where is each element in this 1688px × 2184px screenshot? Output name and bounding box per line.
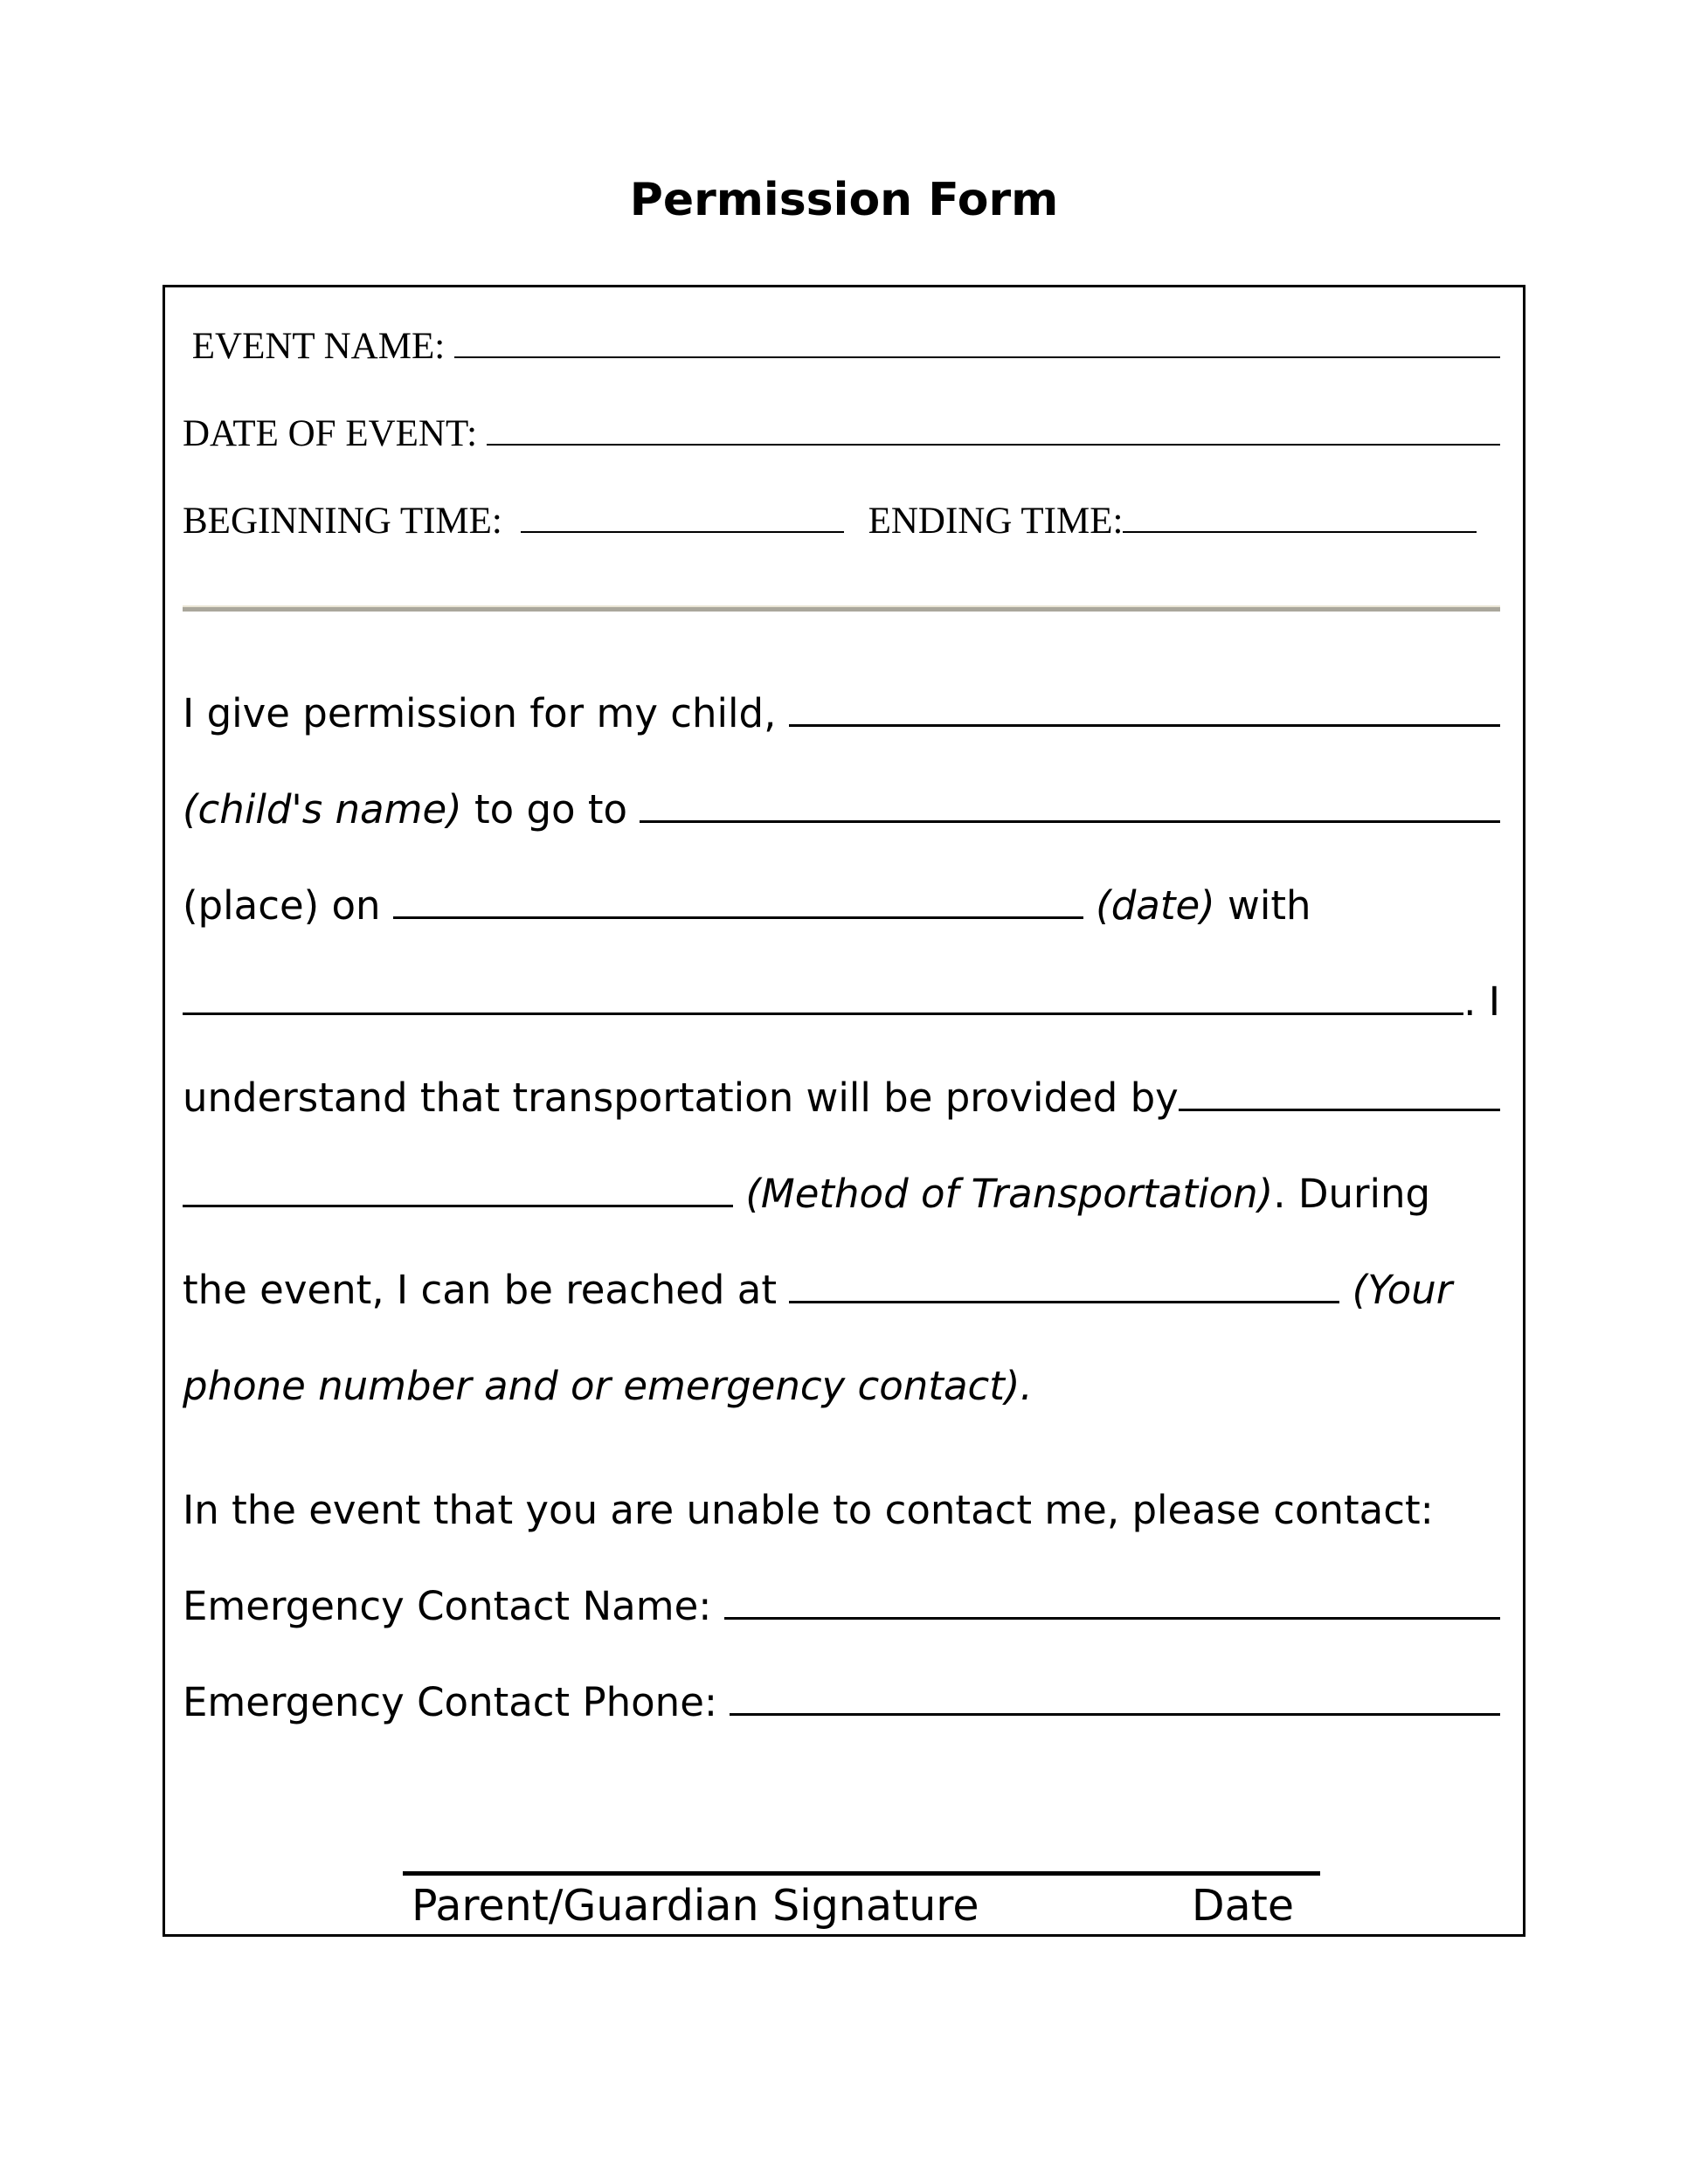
- permission-line-4: [183, 954, 1500, 1050]
- italic-text: (child's name): [183, 786, 462, 833]
- event-name-row: [183, 303, 1500, 390]
- permission-line-6: [183, 1146, 1500, 1242]
- emergency-name-blank: [724, 1617, 1500, 1620]
- event-date-blank: [393, 916, 1083, 919]
- text: understand that transportation will be provided by: [183, 1075, 1179, 1121]
- text: (place) on: [183, 882, 393, 929]
- emergency-name-row: [183, 1559, 1500, 1655]
- permission-line-1: [183, 666, 1500, 762]
- text: [1083, 858, 1096, 954]
- text: the event, I can be reached at: [183, 1267, 790, 1313]
- emergency-intro-row: [183, 1462, 1500, 1559]
- event-name-blank: [454, 356, 1500, 358]
- text: In the event that you are unable to contact me, please contact:: [183, 1487, 1434, 1533]
- place-blank: [640, 820, 1500, 823]
- parent-guardian-signature-label: Parent/Guardian Signature: [412, 1881, 979, 1931]
- permission-line-2: [183, 762, 1500, 858]
- emergency-phone-row: [183, 1655, 1500, 1751]
- reach-phone-blank: [789, 1301, 1339, 1303]
- permission-text-section: [183, 666, 1500, 1434]
- date-label: Date: [1191, 1881, 1294, 1931]
- date-of-event-label: DATE OF EVENT:: [183, 413, 487, 454]
- text: [733, 1146, 745, 1242]
- beginning-time-blank: [521, 531, 844, 533]
- italic-text: (date): [1096, 882, 1215, 929]
- italic-text: phone number and or emergency contact).: [183, 1363, 1033, 1409]
- signature-block: [403, 1871, 1320, 1931]
- italic-text: (Your: [1352, 1267, 1453, 1313]
- emergency-name-label: Emergency Contact Name:: [183, 1583, 724, 1629]
- page-title: Permission Form: [629, 174, 1059, 226]
- child-name-blank: [789, 724, 1500, 727]
- text: to go to: [461, 786, 640, 833]
- permission-line-3: [183, 858, 1500, 954]
- emergency-phone-label: Emergency Contact Phone:: [183, 1679, 730, 1725]
- italic-text: (Method of Transportation): [745, 1171, 1274, 1217]
- date-of-event-blank: [487, 444, 1500, 446]
- form-box: [163, 285, 1525, 1937]
- permission-line-8: [183, 1338, 1500, 1434]
- event-name-label: EVENT NAME:: [183, 326, 454, 367]
- section-divider: [183, 605, 1500, 612]
- signature-labels-row: [403, 1876, 1320, 1931]
- date-of-event-row: [183, 390, 1500, 478]
- permission-line-7: [183, 1242, 1500, 1338]
- text: [1339, 1242, 1352, 1338]
- times-row: [183, 478, 1500, 565]
- emergency-phone-blank: [730, 1713, 1500, 1716]
- transportation-blank-1: [1179, 1109, 1500, 1111]
- ending-time-blank: [1123, 531, 1477, 533]
- emergency-contact-section: [183, 1462, 1500, 1751]
- ending-time-label: ENDING TIME:: [868, 501, 1124, 542]
- beginning-time-label: BEGINNING TIME:: [183, 501, 512, 542]
- header-section: [183, 303, 1500, 565]
- text: . I: [1463, 978, 1500, 1025]
- transportation-blank-2: [183, 1205, 733, 1207]
- companion-blank: [183, 1013, 1463, 1015]
- permission-line-5: [183, 1050, 1500, 1146]
- text: with: [1214, 882, 1311, 929]
- text: I give permission for my child,: [183, 690, 789, 736]
- text: . During: [1273, 1171, 1431, 1217]
